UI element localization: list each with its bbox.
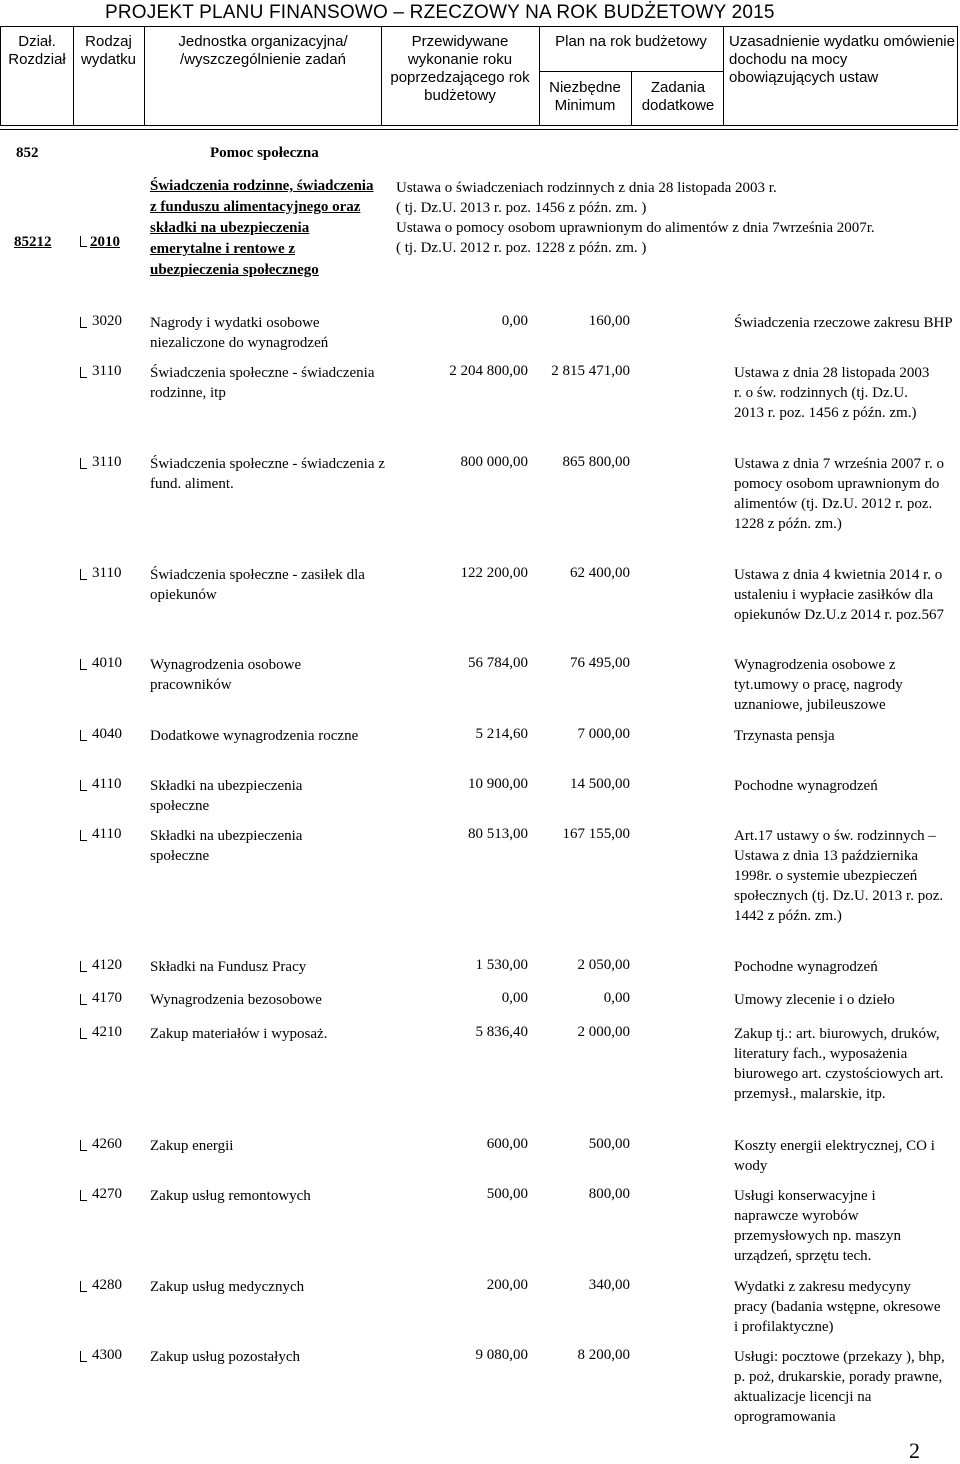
row-note: Ustawa z dnia 28 listopada 2003 r. o św. rodzinnych (tj. Dz.U. 2013 r. poz. 1456 z późn. zm.) [734, 365, 930, 421]
row-plan: 160,00 [588, 313, 630, 329]
row-prev: 200,00 [486, 1277, 528, 1293]
row-code: 4010 [92, 655, 122, 671]
chapter-law-4: ( tj. Dz.U. 2012 r. poz. 1228 z późn. zm. ) [396, 240, 647, 256]
row-plan: 2 050,00 [577, 957, 630, 973]
row-note: Ustawa z dnia 4 kwietnia 2014 r. o ustaleniu i wypłacie zasiłków dla opiekunów Dz.U.z 2014 r. poz.567 [734, 567, 944, 623]
header-niezbedne: Niezbędne Minimum [549, 79, 621, 114]
row-prev: 2 204 800,00 [449, 363, 528, 379]
row-code: 4110 [92, 826, 122, 842]
row-plan: 14 500,00 [570, 776, 630, 792]
row-code: 4280 [92, 1277, 122, 1293]
row-note: Ustawa z dnia 7 września 2007 r. o pomocy osobom uprawnionym do alimentów (tj. Dz.U. 2012 r. poz. 1228 z późn. zm.) [734, 456, 944, 532]
header-rodzaj: Rodzaj wydatku [80, 33, 137, 68]
bullet-marker [80, 778, 87, 793]
row-plan: 7 000,00 [577, 726, 630, 742]
row-plan: 340,00 [588, 1277, 630, 1293]
row-prev: 0,00 [501, 990, 528, 1006]
header-przewidywane: Przewidywane wykonanie roku poprzedzającego rok budżetowy [390, 33, 530, 104]
bullet-marker [80, 1279, 87, 1294]
row-note: Usługi konserwacyjne i naprawcze wyrobów przemysłowych np. maszyn urządzeń, sprzętu tech. [734, 1188, 902, 1264]
bullet-marker [80, 728, 87, 743]
bullet-marker [80, 365, 87, 380]
chapter-law-3: Ustawa o pomocy osobom uprawnionym do alimentów z dnia 7września 2007r. [396, 220, 875, 236]
row-note: Art.17 ustawy o św. rodzinnych – Ustawa z dnia 13 października 1998r. o systemie ubezpieczeń społecznych (tj. Dz.U. 2013 r. poz. 1442 z późn. zm.) [734, 828, 944, 924]
row-plan: 76 495,00 [570, 655, 630, 671]
row-code: 4120 [92, 957, 122, 973]
chapter-law-1: Ustawa o świadczeniach rodzinnych z dnia 28 listopada 2003 r. [396, 180, 777, 196]
row-name: Świadczenia społeczne - świadczenia z fund. aliment. [150, 456, 385, 492]
row-plan: 167 155,00 [562, 826, 630, 842]
row-prev: 500,00 [486, 1186, 528, 1202]
chapter-law-2: ( tj. Dz.U. 2013 r. poz. 1456 z późn. zm. ) [396, 200, 647, 216]
row-plan: 8 200,00 [577, 1347, 630, 1363]
header-uzasadnienie: Uzasadnienie wydatku omówienie dochodu na mocy obowiązujących ustaw [729, 33, 955, 86]
row-name: Wynagrodzenia bezosobowe [150, 992, 322, 1008]
row-plan: 500,00 [588, 1136, 630, 1152]
row-code: 4040 [92, 726, 122, 742]
row-code: 4260 [92, 1136, 122, 1152]
chapter-rozdzial: 85212 [14, 234, 52, 250]
page-number: 2 [909, 1438, 920, 1463]
bullet-marker [80, 1349, 87, 1364]
section-name: Pomoc społeczna [210, 145, 319, 161]
row-name: Zakup usług pozostałych [150, 1349, 300, 1365]
row-prev: 9 080,00 [475, 1347, 528, 1363]
row-name: Świadczenia społeczne - zasiłek dla opiekunów [150, 567, 365, 603]
bullet-marker [80, 1026, 87, 1041]
row-code: 4270 [92, 1186, 122, 1202]
row-note: Koszty energii elektrycznej, CO i wody [734, 1138, 935, 1174]
row-name: Zakup usług medycznych [150, 1279, 305, 1295]
row-code: 4300 [92, 1347, 122, 1363]
row-prev: 122 200,00 [460, 565, 528, 581]
row-prev: 0,00 [501, 313, 528, 329]
row-code: 3020 [92, 313, 122, 329]
table-header [0, 26, 958, 126]
row-prev: 10 900,00 [468, 776, 528, 792]
row-name: Zakup energii [150, 1138, 234, 1154]
row-prev: 600,00 [486, 1136, 528, 1152]
row-plan: 0,00 [603, 990, 630, 1006]
bullet-marker [80, 234, 87, 249]
row-prev: 80 513,00 [468, 826, 528, 842]
row-name: Dodatkowe wynagrodzenia roczne [150, 728, 359, 744]
bullet-marker [80, 828, 87, 843]
row-code: 4110 [92, 776, 122, 792]
row-code: 3110 [92, 565, 122, 581]
bullet-marker [80, 657, 87, 672]
page-title: PROJEKT PLANU FINANSOWO – RZECZOWY NA ROK BUDŻETOWY 2015 [105, 2, 775, 23]
header-plan: Plan na rok budżetowy [555, 33, 707, 50]
row-note: Zakup tj.: art. biurowych, druków, literatury fach., wyposażenia biurowego art. czystościowych art. przemysł., malarskie, itp. [734, 1026, 944, 1102]
row-name: Zakup materiałów i wyposaż. [150, 1026, 328, 1042]
row-note: Wydatki z zakresu medycyny pracy (badania wstępne, okresowe i profilaktyczne) [734, 1279, 941, 1335]
chapter-rodzaj: 2010 [90, 234, 120, 250]
row-name: Zakup usług remontowych [150, 1188, 311, 1204]
section-code: 852 [16, 145, 39, 161]
header-zadania: Zadania dodatkowe [641, 79, 715, 114]
row-prev: 5 836,40 [475, 1024, 528, 1040]
bullet-marker [80, 1188, 87, 1203]
row-code: 4210 [92, 1024, 122, 1040]
row-name: Wynagrodzenia osobowe pracowników [150, 657, 302, 693]
bullet-marker [80, 456, 87, 471]
row-note: Świadczenia rzeczowe zakresu BHP [734, 315, 953, 331]
row-plan: 62 400,00 [570, 565, 630, 581]
row-note: Pochodne wynagrodzeń [734, 959, 878, 975]
header-jednostka: Jednostka organizacyjna/ /wyszczególnienie zadań [178, 33, 348, 68]
row-plan: 800,00 [588, 1186, 630, 1202]
header-dzial: Dział. Rozdział [8, 33, 66, 68]
row-plan: 2 815 471,00 [551, 363, 630, 379]
bullet-marker [80, 315, 87, 330]
row-name: Składki na ubezpieczenia społeczne [150, 828, 303, 864]
chapter-name: Świadczenia rodzinne, świadczenia z funduszu alimentacyjnego oraz składki na ubezpieczenia emerytalne i rentowe z ubezpieczenia społecznego [150, 178, 374, 278]
row-note: Pochodne wynagrodzeń [734, 778, 878, 794]
row-note: Umowy zlecenie i o dzieło [734, 992, 895, 1008]
row-prev: 56 784,00 [468, 655, 528, 671]
row-prev: 1 530,00 [475, 957, 528, 973]
bullet-marker [80, 959, 87, 974]
row-note: Usługi: pocztowe (przekazy ), bhp, p. poż, drukarskie, porady prawne, aktualizacje licencji na oprogramowania [734, 1349, 945, 1425]
bullet-marker [80, 1138, 87, 1153]
row-name: Składki na Fundusz Pracy [150, 959, 307, 975]
row-code: 4170 [92, 990, 122, 1006]
row-note: Wynagrodzenia osobowe z tyt.umowy o pracę, nagrody uznaniowe, jubileuszowe [734, 657, 903, 713]
row-code: 3110 [92, 363, 122, 379]
row-code: 3110 [92, 454, 122, 470]
row-name: Nagrody i wydatki osobowe niezaliczone do wynagrodzeń [150, 315, 329, 351]
row-name: Składki na ubezpieczenia społeczne [150, 778, 303, 814]
bullet-marker [80, 992, 87, 1007]
row-prev: 800 000,00 [460, 454, 528, 470]
row-plan: 865 800,00 [562, 454, 630, 470]
row-note: Trzynasta pensja [734, 728, 835, 744]
row-name: Świadczenia społeczne - świadczenia rodzinne, itp [150, 365, 375, 401]
bullet-marker [80, 567, 87, 582]
row-plan: 2 000,00 [577, 1024, 630, 1040]
row-prev: 5 214,60 [475, 726, 528, 742]
section-divider [0, 129, 958, 130]
